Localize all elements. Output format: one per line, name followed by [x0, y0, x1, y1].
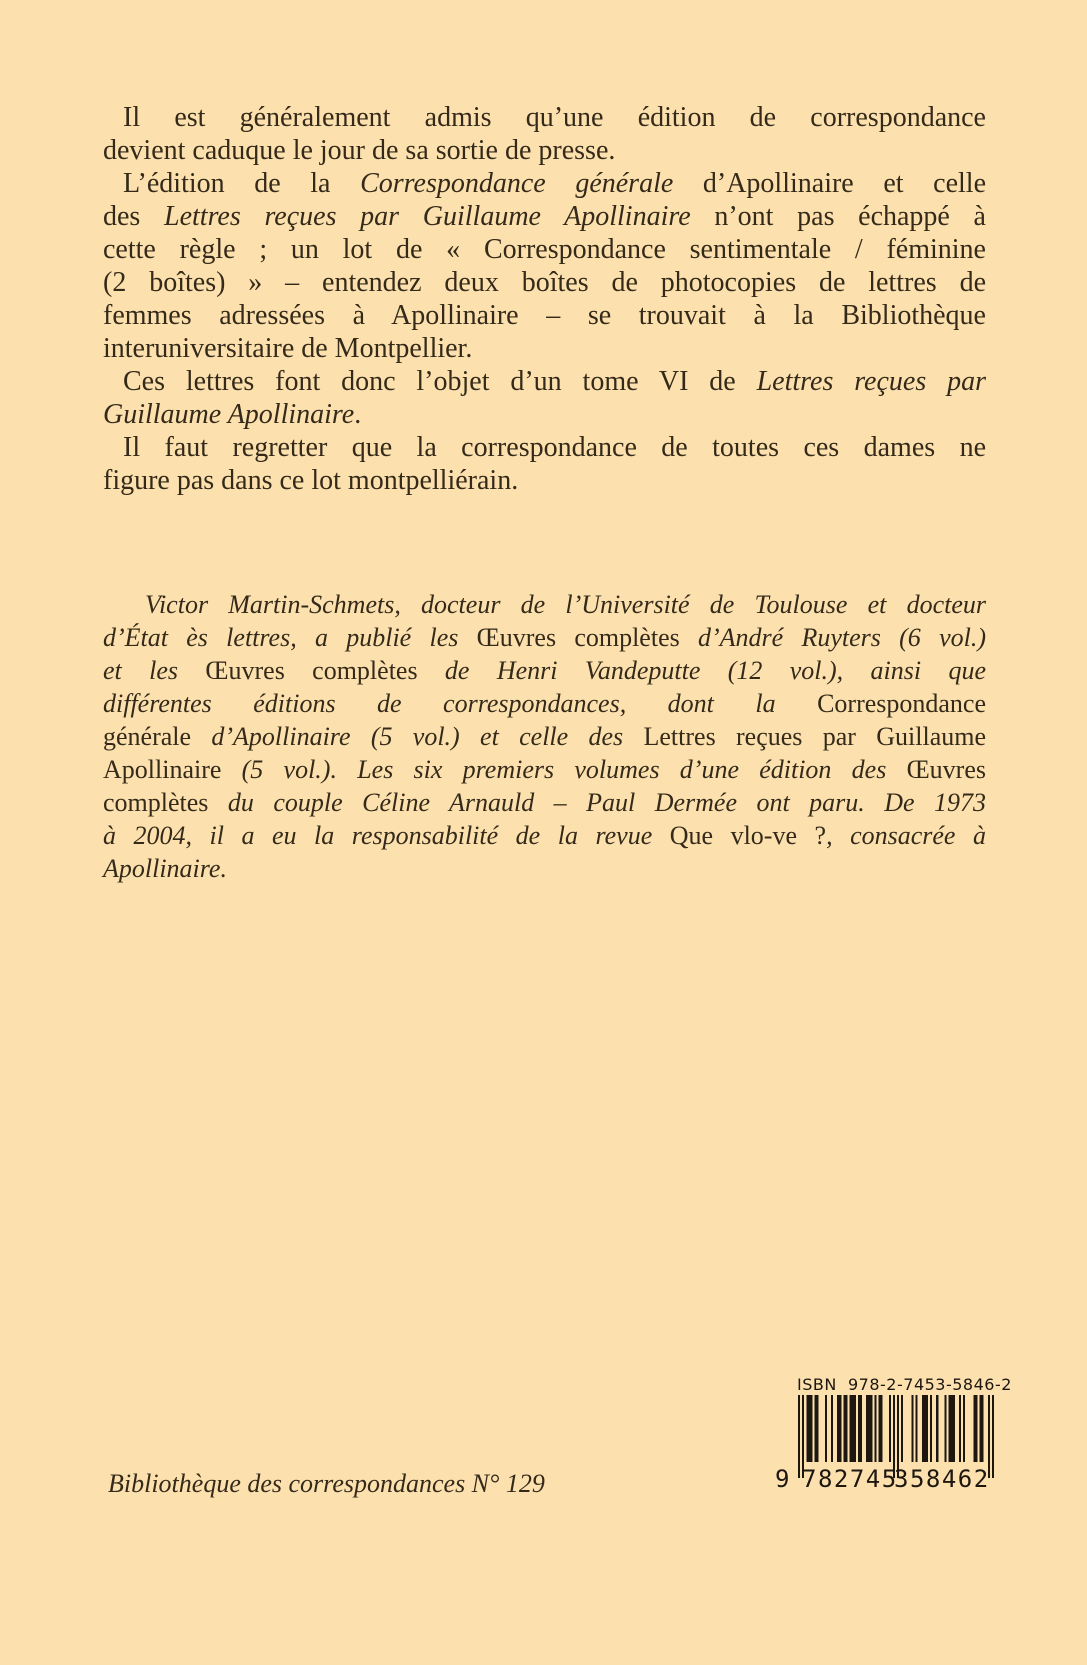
text-line: [103, 398, 986, 431]
text-line: [103, 431, 986, 464]
text-segment: Lettres reçues par Guillaume Apollinaire: [164, 201, 691, 232]
text-segment: (2 boîtes) » – entendez deux boîtes de photocopies de lettres de: [103, 267, 986, 298]
text-line: [103, 101, 986, 134]
text-segment: figure pas dans ce lot montpelliérain.: [103, 465, 519, 496]
text-line: [103, 654, 986, 687]
text-segment: Apollinaire: [103, 755, 222, 784]
text-segment: n’ont pas échappé à: [690, 201, 986, 232]
text-line: [103, 720, 986, 753]
text-segment: Il est généralement admis qu’une édition de correspondance: [123, 102, 986, 133]
text-line: [103, 200, 986, 233]
text-segment: et les: [103, 656, 206, 685]
barcode-digit-group2: 358462: [894, 1465, 990, 1493]
text-segment: Ces lettres font donc l’objet d’un tome VI de: [123, 366, 757, 397]
text-segment: à 2004, il a eu la responsabilité de la revue: [103, 821, 670, 850]
text-segment: de Henri Vandeputte (12 vol.), ainsi que: [417, 656, 986, 685]
text-segment: différentes éditions de correspondances, dont la: [103, 689, 818, 718]
text-line: [103, 365, 986, 398]
text-segment: des: [103, 201, 165, 232]
text-segment: d’État ès lettres, a publié les: [103, 623, 477, 652]
series-imprint: Bibliothèque des correspondances N° 129: [108, 1469, 545, 1498]
author-bio-block: [103, 588, 986, 885]
text-segment: Œuvres: [906, 755, 986, 784]
text-line: [103, 134, 986, 167]
paragraph: [103, 588, 986, 885]
text-line: [103, 266, 986, 299]
intro-text-block: [103, 101, 986, 497]
text-line: [103, 233, 986, 266]
text-segment: (5 vol.). Les six premiers volumes d’une édition des: [221, 755, 907, 784]
text-line: [103, 852, 986, 885]
text-segment: Lettres reçues par Guillaume: [643, 722, 986, 751]
text-segment: Que vlo-ve ?: [669, 821, 827, 850]
text-line: [103, 753, 986, 786]
text-segment: Correspondance générale: [360, 168, 674, 199]
text-segment: Œuvres complètes: [205, 656, 418, 685]
isbn-number-label: ISBN 978-2-7453-5846-2: [797, 1375, 1012, 1394]
text-segment: cette règle ; un lot de « Correspondance sentimentale / féminine: [103, 234, 986, 265]
text-segment: Victor Martin-Schmets, docteur de l’Université de Toulouse et docteur: [145, 590, 986, 619]
text-line: [103, 621, 986, 654]
text-segment: femmes adressées à Apollinaire – se trouvait à la Bibliothèque: [103, 300, 986, 331]
text-line: [103, 299, 986, 332]
text-line: [103, 167, 986, 200]
text-segment: complètes: [103, 788, 209, 817]
paragraph: [103, 101, 986, 167]
text-segment: Il faut regretter que la correspondance de toutes ces dames ne: [123, 432, 986, 463]
text-line: [103, 464, 986, 497]
text-segment: Lettres reçues par: [756, 366, 986, 397]
text-line: [103, 332, 986, 365]
text-line: [103, 687, 986, 720]
text-segment: d’André Ruyters (6 vol.): [679, 623, 986, 652]
text-segment: interuniversitaire de Montpellier.: [103, 333, 473, 364]
paragraph: [103, 167, 986, 365]
text-segment: d’Apollinaire et celle: [673, 168, 986, 199]
text-segment: L’édition de la: [123, 168, 361, 199]
paragraph: [103, 431, 986, 497]
text-line: [103, 588, 986, 621]
text-segment: Œuvres complètes: [476, 623, 680, 652]
text-line: [103, 786, 986, 819]
text-segment: Correspondance: [817, 689, 986, 718]
text-line: [103, 819, 986, 852]
paragraph: [103, 365, 986, 431]
text-segment: Guillaume Apollinaire: [103, 399, 355, 430]
text-segment: d’Apollinaire (5 vol.) et celle des: [191, 722, 644, 751]
isbn-barcode-block: [775, 1375, 1012, 1493]
text-segment: .: [354, 399, 362, 430]
text-segment: devient caduque le jour de sa sortie de presse.: [103, 135, 616, 166]
barcode-digit-group1: 782745: [802, 1465, 898, 1493]
text-segment: , consacrée à: [826, 821, 986, 850]
text-segment: Apollinaire.: [103, 854, 227, 883]
barcode-digit-lead: 9: [775, 1465, 790, 1493]
text-segment: générale: [103, 722, 192, 751]
text-segment: du couple Céline Arnauld – Paul Dermée ont paru. De 1973: [208, 788, 986, 817]
